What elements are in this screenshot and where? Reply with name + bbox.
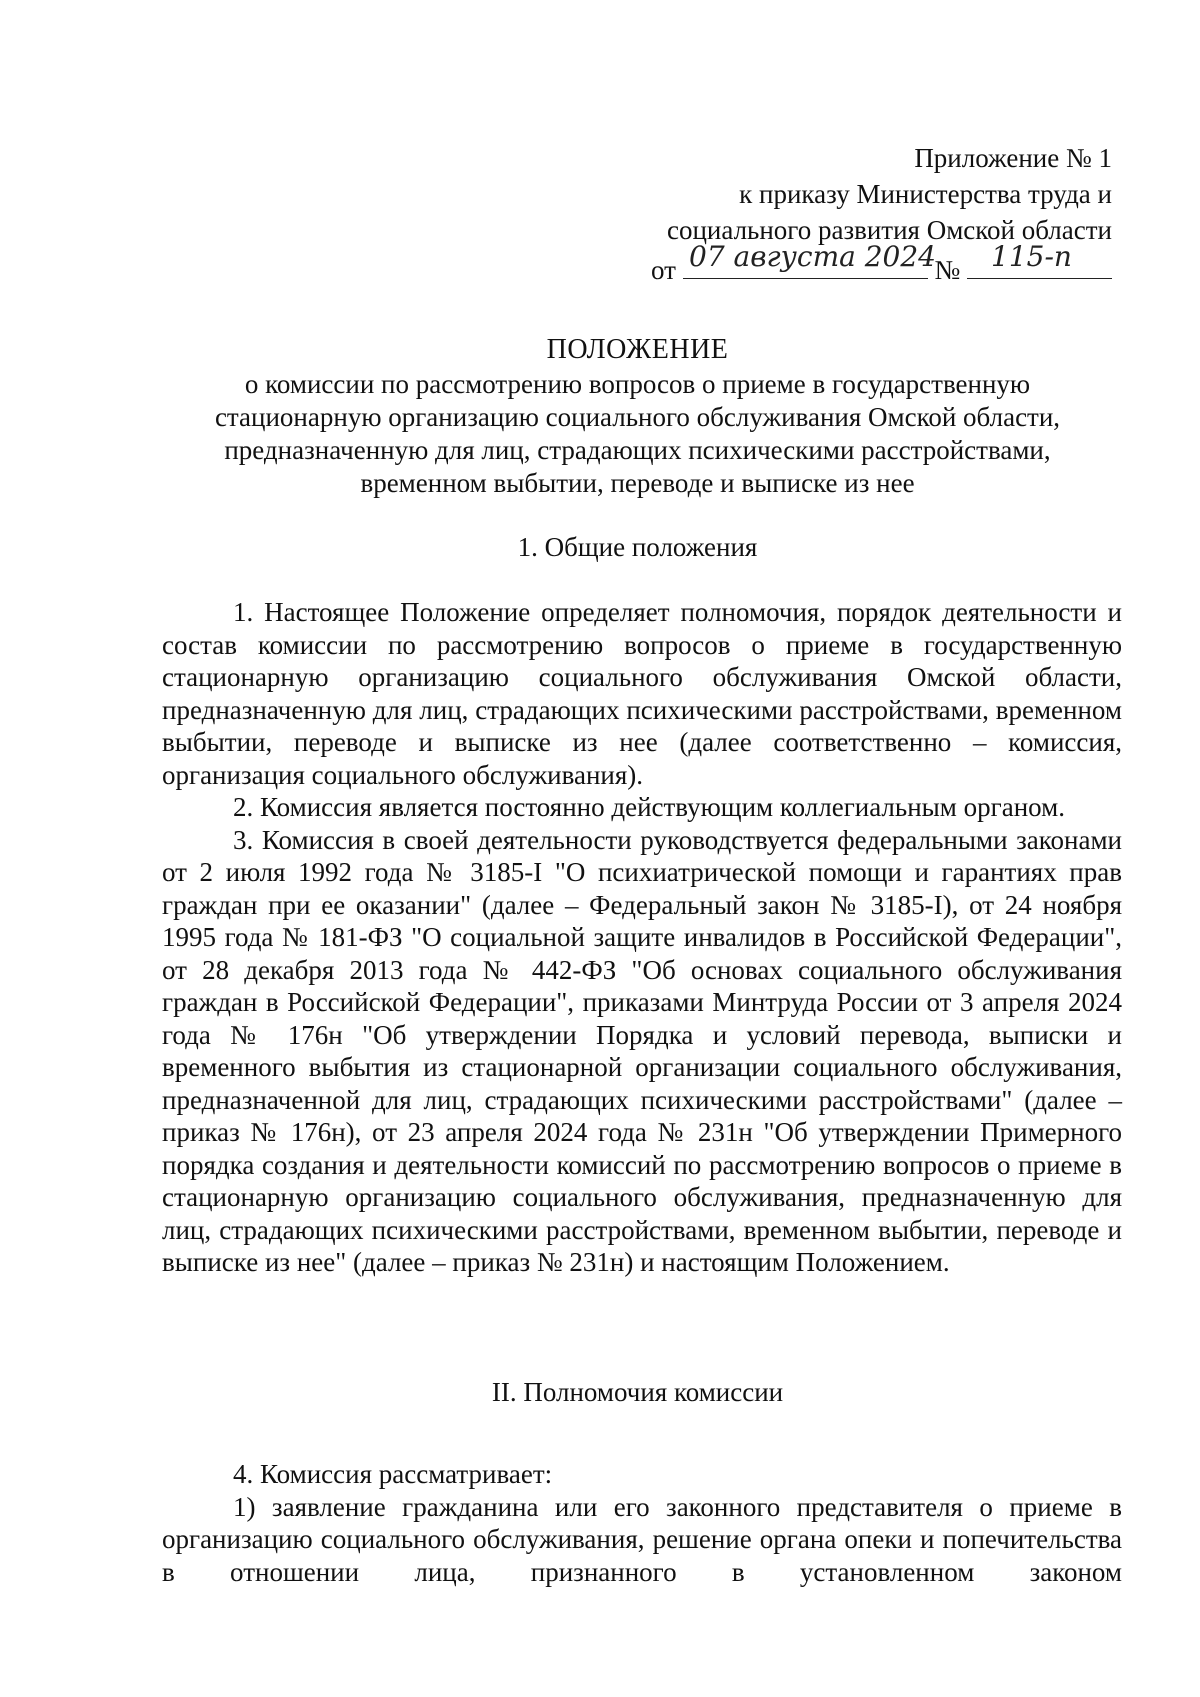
subtitle-line-1: о комиссии по рассмотрению вопросов о приеме в государственную <box>244 369 1031 399</box>
subtitle-line-4: временном выбытии, переводе и выписке из нее <box>360 468 915 498</box>
appendix-header <box>552 140 1112 288</box>
paragraph-3: 3. Комиссия в своей деятельности руководствуется федеральными законами от 2 июля 1992 года № 3185-I "О психиатрической помощи и гарантиях прав граждан при ее оказании" (далее – Федеральный закон № 3185-I), от 24 ноября 1995 года № 181-ФЗ "О социальной защите инвалидов в Российской Федерации", от 28 декабря 2013 года № 442-ФЗ "Об основах социального обслуживания граждан в Российской Федерации", приказами Минтруда России от 3 апреля 2024 года № 176н "Об утверждении Порядка и условий перевода, выписки и временного выбытия из стационарной организации социального обслуживания, предназначенной для лиц, страдающих психическими расстройствами" (далее – приказ № 176н), от 23 апреля 2024 года № 231н "Об утверждении Примерного порядка создания и деятельности комиссий по рассмотрению вопросов о приеме в стационарную организацию социального обслуживания, предназначенную для лиц, страдающих психическими расстройствами, временном выбытии, переводе и выписке из нее" (далее – приказ № 231н) и настоящим Положением. <box>162 824 1122 1277</box>
handwritten-number-field <box>967 240 1112 279</box>
order-date-number-line <box>552 240 1112 288</box>
appendix-number: Приложение № 1 <box>914 143 1112 173</box>
paragraph-4-item-1: 1) заявление гражданина или его законного представителя о приеме в организацию социального обслуживания, решение органа опеки и попечительства в отношении лица, признанного в установленном законом <box>162 1491 1122 1587</box>
paragraph-1: 1. Настоящее Положение определяет полномочия, порядок деятельности и состав комиссии по рассмотрению вопросов о приеме в государственную стационарную организацию социального обслуживания Омской области, предназначенную для лиц, страдающих психическими расстройствами, временном выбытии, переводе и выписке из нее (далее соответственно – комиссия, организация социального обслуживания). <box>162 597 1122 790</box>
appendix-order-ref: к приказу Министерства труда и <box>739 179 1112 209</box>
subtitle-line-3: предназначенную для лиц, страдающих психическими расстройствами, <box>224 435 1051 465</box>
appendix-ministry: социального развития Омской области <box>666 215 1112 245</box>
document-title-block <box>150 333 1125 500</box>
section-2-body <box>162 1458 1122 1588</box>
section-2-heading: II. Полномочия комиссии <box>491 1377 784 1407</box>
section-1-body <box>162 596 1122 1279</box>
from-label: от <box>651 255 676 285</box>
number-label: № <box>934 255 961 285</box>
subtitle-line-2: стационарную организацию социального обслуживания Омской области, <box>214 402 1061 432</box>
document-title: ПОЛОЖЕНИЕ <box>546 334 729 365</box>
handwritten-date-field <box>683 240 936 279</box>
svg-text:07 августа 2024: 07 августа 2024 <box>688 240 936 273</box>
svg-text:115-п: 115-п <box>991 240 1072 273</box>
paragraph-4: 4. Комиссия рассматривает: <box>233 1459 553 1489</box>
section-1-heading: 1. Общие положения <box>517 532 758 562</box>
handwritten-number <box>967 240 1112 280</box>
handwritten-date <box>683 240 936 280</box>
paragraph-2: 2. Комиссия является постоянно действующим коллегиальным органом. <box>233 792 1065 822</box>
